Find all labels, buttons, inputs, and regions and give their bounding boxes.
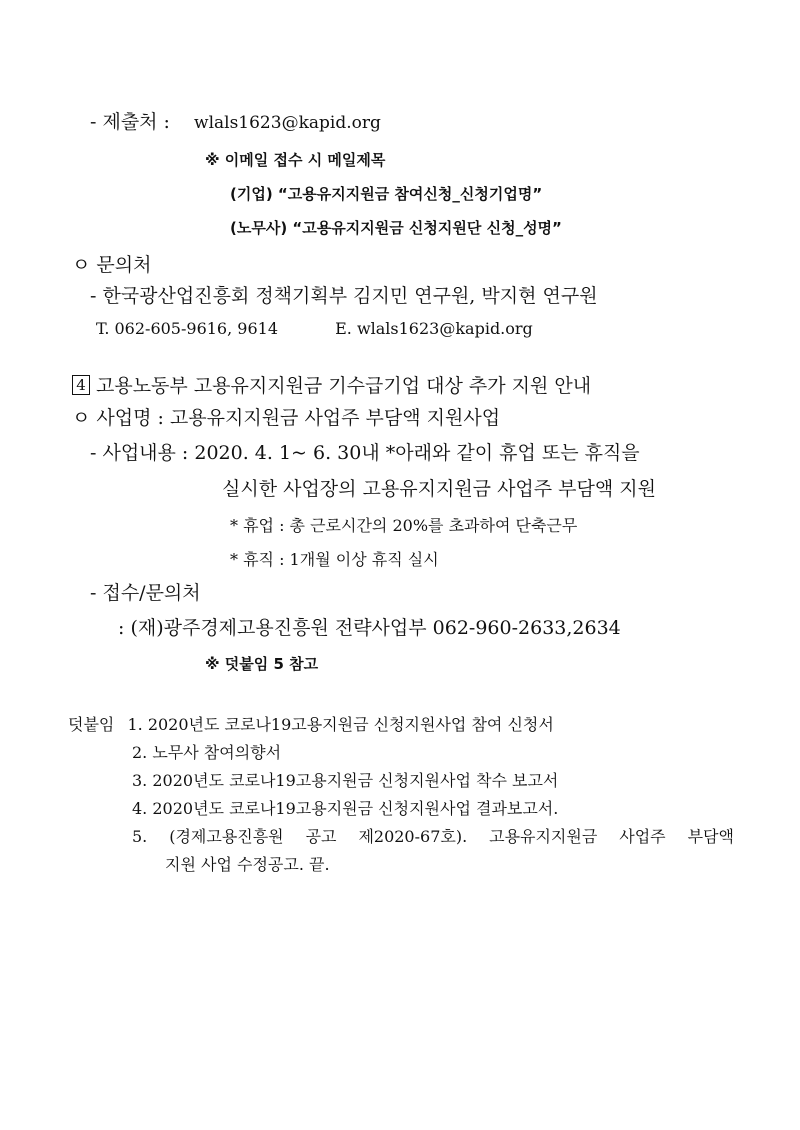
item5-word: (경제고용진흥원: [169, 827, 284, 846]
item5-word: 고용유지지원금: [489, 827, 598, 846]
submission-email: wlals1623@kapid.org: [194, 113, 381, 133]
attachments-label: 덧붙임: [68, 715, 115, 734]
attachment-item-4: 4. 2020년도 코로나19고용지원금 신청지원사업 결과보고서.: [132, 799, 559, 818]
reception-detail: : (재)광주경제고용진흥원 전략사업부 062-960-2633,2634: [118, 617, 621, 639]
item5-word: 공고: [305, 827, 337, 846]
section4-title: 고용노동부 고용유지지원금 기수급기업 대상 추가 지원 안내: [96, 375, 592, 397]
attachment-item-5-line1: [132, 828, 734, 846]
note-leave: * 휴직 : 1개월 이상 휴직 실시: [230, 550, 439, 569]
submission-line: [90, 112, 381, 134]
attachments-first-line: [68, 716, 554, 734]
reception-label: - 접수/문의처: [90, 582, 201, 604]
email-subject-labor: (노무사) “고용유지지원금 신청지원단 신청_성명”: [230, 219, 562, 237]
inquiry-heading: ㅇ 문의처: [72, 254, 152, 276]
attachment-item-5-line2: 지원 사업 수정공고. 끝.: [165, 855, 330, 874]
item5-word: 5.: [132, 827, 148, 846]
attachment-item-1: 1. 2020년도 코로나19고용지원금 신청지원사업 참여 신청서: [127, 715, 554, 734]
business-content-line1: - 사업내용 : 2020. 4. 1~ 6. 30내 *아래와 같이 휴업 또는 휴직을: [90, 442, 640, 464]
email-subject-note-title: ※ 이메일 접수 시 메일제목: [205, 151, 386, 169]
submission-label: - 제출처 :: [90, 111, 170, 133]
item5-word: 부담액: [687, 827, 734, 846]
inquiry-contact-details: [96, 320, 533, 338]
note-suspension: * 휴업 : 총 근로시간의 20%를 초과하여 단축근무: [230, 516, 578, 535]
inquiry-contact: - 한국광산업진흥회 정책기획부 김지민 연구원, 박지현 연구원: [90, 285, 598, 307]
attachment-item-2: 2. 노무사 참여의향서: [132, 743, 282, 762]
inquiry-email: E. wlals1623@kapid.org: [335, 319, 533, 338]
attachment-item-3: 3. 2020년도 코로나19고용지원금 신청지원사업 착수 보고서: [132, 771, 559, 790]
business-content-line2: 실시한 사업장의 고용유지지원금 사업주 부담액 지원: [222, 478, 656, 500]
business-name: ㅇ 사업명 : 고용유지지원금 사업주 부담액 지원사업: [72, 407, 501, 429]
attachment-reference-note: ※ 덧붙임 5 참고: [205, 655, 319, 673]
item5-word: 사업주: [619, 827, 666, 846]
section-number-box: 4: [72, 375, 90, 395]
item5-word: 제2020-67호).: [358, 827, 468, 846]
inquiry-phone: T. 062-605-9616, 9614: [96, 319, 278, 338]
email-subject-company: (기업) “고용유지지원금 참여신청_신청기업명”: [230, 185, 543, 203]
section4-heading: [72, 375, 591, 398]
